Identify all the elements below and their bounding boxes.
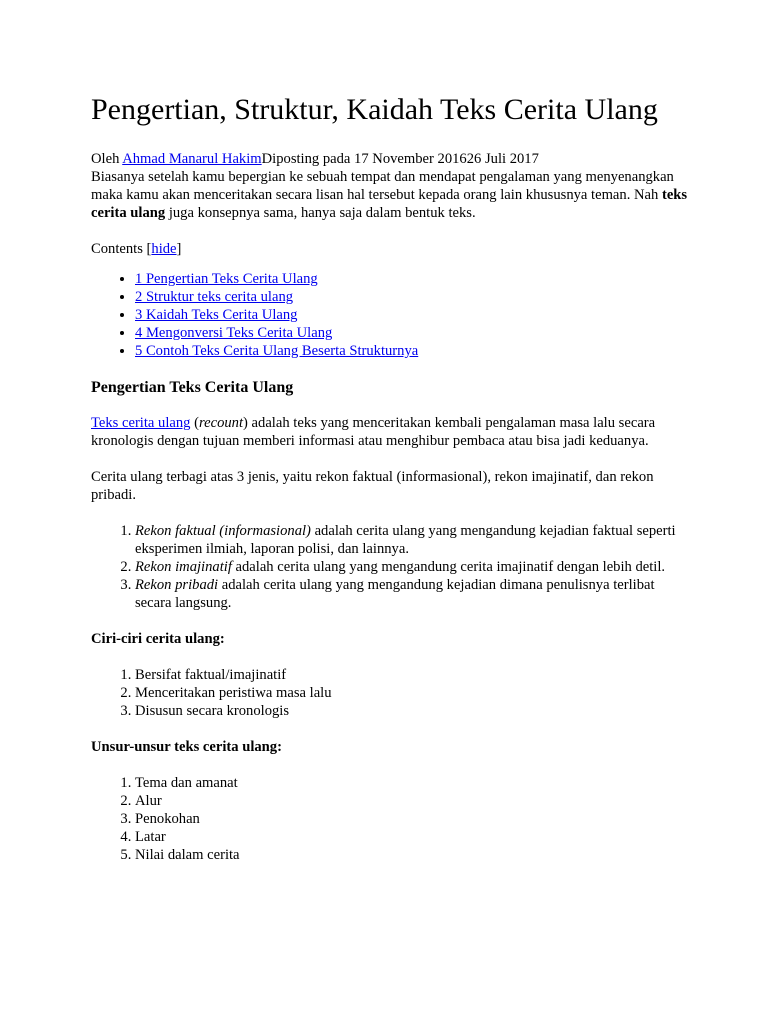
page-title: Pengertian, Struktur, Kaidah Teks Cerita Ulang (91, 93, 658, 126)
intro-bold: teks cerita ulang (91, 187, 688, 221)
definition-text: ) adalah teks yang menceritakan kembali pengalaman masa lalu secara kronologis dengan tujuan memberi informasi atau menghibur pembaca atau bisa jadi keduanya. (91, 415, 656, 449)
toc-link-1[interactable]: 1 Pengertian Teks Cerita Ulang (135, 271, 318, 287)
toc-item (135, 324, 691, 342)
types-list (91, 522, 691, 612)
type-desc: adalah cerita ulang yang mengandung kejadian faktual seperti eksperimen ilmiah, laporan polisi, dan lainnya. (135, 523, 676, 557)
list-item: 1. Tema dan amanat (135, 774, 691, 792)
intro-text-end: juga konsepnya sama, hanya saja dalam bentuk teks. (165, 205, 476, 221)
definition-paragraph (91, 414, 691, 450)
type-term: Rekon imajinatif (135, 559, 232, 575)
type-term: Rekon pribadi (135, 577, 219, 593)
type-term: Rekon faktual (informasional) (135, 523, 311, 539)
toc-item (135, 288, 691, 306)
toc-link-5[interactable]: 5 Contoh Teks Cerita Ulang Beserta Strukturnya (135, 343, 419, 359)
list-item: 1. Bersifat faktual/imajinatif (135, 666, 691, 684)
type-desc: adalah cerita ulang yang mengandung cerita imajinatif dengan lebih detil. (231, 559, 666, 575)
definition-link[interactable]: Teks cerita ulang (91, 415, 191, 431)
toc-item (135, 306, 691, 324)
post-meta (91, 150, 691, 168)
section-heading: Pengertian Teks Cerita Ulang (91, 379, 294, 396)
posted-date: Diposting pada 17 November 201626 Juli 2017 (261, 151, 539, 167)
list-item: 3. Penokohan (135, 810, 691, 828)
toc-item (135, 270, 691, 288)
article (91, 92, 691, 882)
list-item: 3. Disusun secara kronologis (135, 702, 691, 720)
list-item (135, 558, 691, 576)
table-of-contents (91, 270, 691, 360)
list-item: 2. Alur (135, 792, 691, 810)
unsur-heading: Unsur-unsur teks cerita ulang: (91, 739, 282, 755)
list-item: 5. Nilai dalam cerita (135, 846, 691, 864)
type-desc: adalah cerita ulang yang mengandung kejadian dimana penulisnya terlibat secara langsung. (135, 577, 655, 611)
unsur-list (91, 774, 691, 864)
list-item (135, 576, 691, 612)
list-item (135, 522, 691, 558)
hide-toc-link[interactable]: hide (151, 241, 177, 257)
intro-paragraph (91, 168, 691, 222)
types-intro: Cerita ulang terbagi atas 3 jenis, yaitu rekon faktual (informasional), rekon imajinatif, dan rekon pribadi. (91, 469, 654, 503)
toc-link-2[interactable]: 2 Struktur teks cerita ulang (135, 289, 294, 305)
toc-link-4[interactable]: 4 Mengonversi Teks Cerita Ulang (135, 325, 333, 341)
intro-text: Biasanya setelah kamu bepergian ke sebuah tempat dan mendapat pengalaman yang menyenangkan maka kamu akan menceritakan secara lisan hal tersebut kepada orang lain khususnya teman. Nah (91, 169, 674, 203)
by-label: Oleh (91, 151, 123, 167)
paren-open: ( (190, 415, 199, 431)
recount-term: recount (199, 415, 244, 431)
toc-item (135, 342, 691, 360)
contents-label: Contents [ (91, 241, 152, 257)
contents-bracket: ] (176, 241, 182, 257)
list-item: 4. Latar (135, 828, 691, 846)
ciri-heading: Ciri-ciri cerita ulang: (91, 631, 225, 647)
author-link[interactable]: Ahmad Manarul Hakim (122, 151, 262, 167)
toc-link-3[interactable]: 3 Kaidah Teks Cerita Ulang (135, 307, 298, 323)
contents-header (91, 240, 691, 258)
list-item: 2. Menceritakan peristiwa masa lalu (135, 684, 691, 702)
ciri-list (91, 666, 691, 720)
